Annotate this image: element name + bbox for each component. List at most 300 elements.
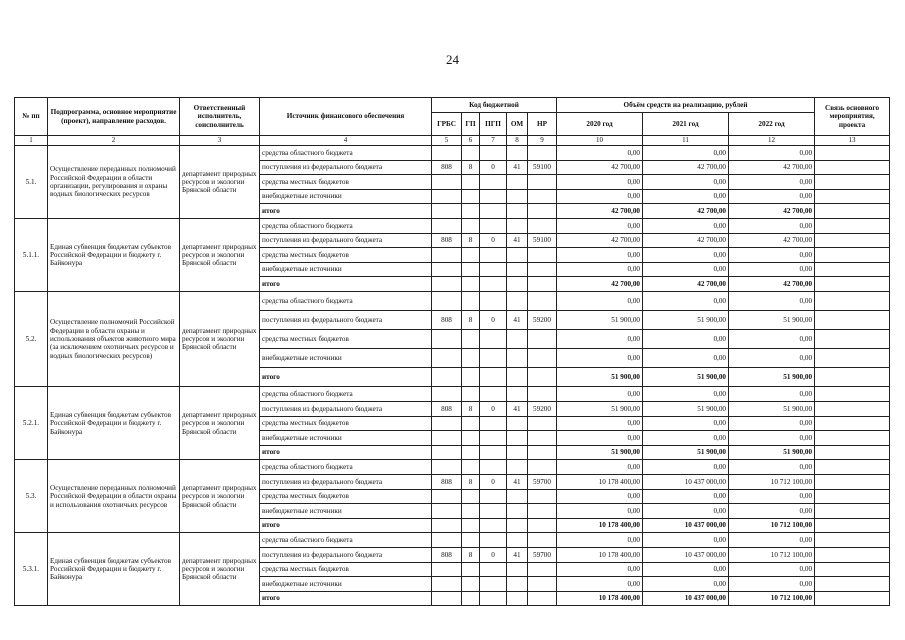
amount-2022: 0,00	[729, 330, 815, 349]
amount-2020: 0,00	[557, 577, 643, 592]
section-executor: департамент природных ресурсов и экологии Брянской области	[180, 387, 260, 460]
code-nr	[528, 445, 557, 460]
code-om: 41	[507, 233, 528, 248]
code-gp: 8	[462, 547, 480, 562]
link-cell	[815, 189, 890, 204]
code-om	[507, 562, 528, 577]
funding-source: поступления из федерального бюджета	[260, 402, 432, 417]
code-gp	[462, 445, 480, 460]
amount-2021: 10 437 000,00	[643, 547, 729, 562]
link-cell	[815, 387, 890, 402]
amount-2022: 0,00	[729, 489, 815, 504]
code-pgp	[480, 416, 507, 431]
funding-source: средства областного бюджета	[260, 146, 432, 161]
amount-2021: 42 700,00	[643, 160, 729, 175]
amount-2020: 0,00	[557, 330, 643, 349]
code-pgp	[480, 330, 507, 349]
column-number: 8	[507, 136, 528, 146]
funding-source: итого	[260, 368, 432, 387]
amount-2020: 51 900,00	[557, 311, 643, 330]
code-om	[507, 248, 528, 263]
amount-2022: 51 900,00	[729, 368, 815, 387]
header-budget-code: Код бюджетной	[432, 98, 557, 113]
section-name: Осуществление переданных полномочий Российской Федерации в области организации, регулирования и охраны водных биологических ресурсов	[48, 146, 180, 219]
code-pgp: 0	[480, 160, 507, 175]
funding-source: средства областного бюджета	[260, 291, 432, 310]
amount-2022: 0,00	[729, 349, 815, 368]
header-row	[15, 98, 890, 113]
header-grbs: ГРБС	[432, 113, 462, 136]
table-row	[15, 387, 890, 402]
code-om	[507, 431, 528, 446]
code-nr	[528, 562, 557, 577]
code-pgp	[480, 591, 507, 606]
section-name: Осуществление полномочий Российской Федерации в области охраны и использования объектов животного мира (за исключением охотничьих ресурсов и водных биологических ресурсов)	[48, 291, 180, 386]
amount-2021: 0,00	[643, 460, 729, 475]
amount-2022: 51 900,00	[729, 402, 815, 417]
code-pgp: 0	[480, 402, 507, 417]
code-grbs	[432, 349, 462, 368]
code-pgp: 0	[480, 311, 507, 330]
amount-2022: 0,00	[729, 431, 815, 446]
code-om	[507, 204, 528, 219]
amount-2020: 42 700,00	[557, 160, 643, 175]
section-number: 5.1.	[15, 146, 48, 219]
code-gp	[462, 189, 480, 204]
funding-source: внебюджетные источники	[260, 504, 432, 519]
code-grbs	[432, 431, 462, 446]
link-cell	[815, 218, 890, 233]
link-cell	[815, 262, 890, 277]
header-gp: ГП	[462, 113, 480, 136]
section-executor: департамент природных ресурсов и экологии Брянской области	[180, 533, 260, 606]
link-cell	[815, 330, 890, 349]
code-om: 41	[507, 547, 528, 562]
link-cell	[815, 204, 890, 219]
code-grbs: 808	[432, 311, 462, 330]
link-cell	[815, 248, 890, 263]
amount-2020: 42 700,00	[557, 233, 643, 248]
amount-2021: 0,00	[643, 291, 729, 310]
code-pgp	[480, 577, 507, 592]
funding-source: средства областного бюджета	[260, 387, 432, 402]
amount-2020: 0,00	[557, 416, 643, 431]
code-gp	[462, 518, 480, 533]
link-cell	[815, 160, 890, 175]
amount-2020: 0,00	[557, 218, 643, 233]
code-nr: 59100	[528, 233, 557, 248]
header-num: № пп	[15, 98, 48, 136]
table-row	[15, 218, 890, 233]
code-nr	[528, 387, 557, 402]
link-cell	[815, 349, 890, 368]
amount-2020: 0,00	[557, 262, 643, 277]
link-cell	[815, 445, 890, 460]
code-pgp	[480, 218, 507, 233]
amount-2022: 42 700,00	[729, 204, 815, 219]
code-gp	[462, 277, 480, 292]
column-number: 11	[643, 136, 729, 146]
code-pgp	[480, 489, 507, 504]
code-nr	[528, 291, 557, 310]
code-grbs: 808	[432, 233, 462, 248]
code-gp	[462, 218, 480, 233]
code-grbs: 808	[432, 160, 462, 175]
section-executor: департамент природных ресурсов и экологии Брянской области	[180, 460, 260, 533]
code-grbs	[432, 175, 462, 190]
code-om: 41	[507, 402, 528, 417]
code-om: 41	[507, 474, 528, 489]
amount-2020: 0,00	[557, 460, 643, 475]
amount-2020: 0,00	[557, 349, 643, 368]
code-nr: 59700	[528, 474, 557, 489]
amount-2022: 42 700,00	[729, 160, 815, 175]
link-cell	[815, 547, 890, 562]
code-gp	[462, 291, 480, 310]
code-om	[507, 518, 528, 533]
table-body	[15, 146, 890, 606]
amount-2020: 51 900,00	[557, 402, 643, 417]
funding-source: поступления из федерального бюджета	[260, 474, 432, 489]
code-om	[507, 146, 528, 161]
code-gp: 8	[462, 311, 480, 330]
header-2020: 2020 год	[557, 113, 643, 136]
amount-2022: 0,00	[729, 460, 815, 475]
section-name: Осуществление переданных полномочий Российской Федерации в области охраны и использования охотничьих ресурсов	[48, 460, 180, 533]
code-gp	[462, 146, 480, 161]
amount-2022: 10 712 100,00	[729, 547, 815, 562]
funding-source: средства областного бюджета	[260, 460, 432, 475]
code-gp	[462, 577, 480, 592]
column-number: 6	[462, 136, 480, 146]
amount-2021: 0,00	[643, 504, 729, 519]
amount-2022: 0,00	[729, 504, 815, 519]
header-pgp: ПГП	[480, 113, 507, 136]
amount-2020: 0,00	[557, 562, 643, 577]
code-om	[507, 387, 528, 402]
header-2022: 2022 год	[729, 113, 815, 136]
section-number: 5.2.	[15, 291, 48, 386]
code-om	[507, 368, 528, 387]
code-gp	[462, 248, 480, 263]
column-number: 5	[432, 136, 462, 146]
amount-2021: 0,00	[643, 175, 729, 190]
code-grbs	[432, 189, 462, 204]
header-source: Источник финансового обеспечения	[260, 98, 432, 136]
section-executor: департамент природных ресурсов и экологии Брянской области	[180, 218, 260, 291]
code-pgp	[480, 518, 507, 533]
column-number: 3	[180, 136, 260, 146]
section-name: Единая субвенция бюджетам субъектов Российской Федерации и бюджету г. Байконура	[48, 533, 180, 606]
code-gp	[462, 533, 480, 548]
funding-source: средства областного бюджета	[260, 218, 432, 233]
code-pgp	[480, 146, 507, 161]
amount-2020: 10 178 400,00	[557, 591, 643, 606]
code-om	[507, 416, 528, 431]
code-pgp	[480, 504, 507, 519]
amount-2022: 0,00	[729, 218, 815, 233]
amount-2020: 51 900,00	[557, 445, 643, 460]
amount-2022: 51 900,00	[729, 445, 815, 460]
funding-source: средства областного бюджета	[260, 533, 432, 548]
column-number: 4	[260, 136, 432, 146]
code-gp	[462, 489, 480, 504]
amount-2021: 10 437 000,00	[643, 474, 729, 489]
amount-2022: 0,00	[729, 387, 815, 402]
funding-source: поступления из федерального бюджета	[260, 160, 432, 175]
amount-2022: 0,00	[729, 146, 815, 161]
funding-source: средства местных бюджетов	[260, 562, 432, 577]
code-pgp	[480, 291, 507, 310]
code-nr	[528, 248, 557, 263]
amount-2020: 42 700,00	[557, 277, 643, 292]
code-pgp	[480, 445, 507, 460]
code-gp: 8	[462, 160, 480, 175]
code-nr	[528, 489, 557, 504]
funding-source: итого	[260, 204, 432, 219]
amount-2022: 10 712 100,00	[729, 518, 815, 533]
code-gp	[462, 562, 480, 577]
link-cell	[815, 416, 890, 431]
page-number: 24	[446, 52, 459, 67]
amount-2021: 0,00	[643, 218, 729, 233]
amount-2020: 0,00	[557, 504, 643, 519]
amount-2020: 0,00	[557, 175, 643, 190]
code-gp	[462, 387, 480, 402]
code-gp	[462, 416, 480, 431]
code-pgp	[480, 562, 507, 577]
code-grbs	[432, 504, 462, 519]
code-gp: 8	[462, 402, 480, 417]
code-gp	[462, 368, 480, 387]
section-number: 5.1.1.	[15, 218, 48, 291]
code-nr	[528, 189, 557, 204]
amount-2020: 0,00	[557, 431, 643, 446]
amount-2021: 0,00	[643, 189, 729, 204]
code-om	[507, 262, 528, 277]
amount-2022: 0,00	[729, 189, 815, 204]
code-pgp	[480, 387, 507, 402]
code-nr	[528, 577, 557, 592]
column-number: 9	[528, 136, 557, 146]
code-pgp: 0	[480, 474, 507, 489]
code-nr	[528, 146, 557, 161]
column-number: 7	[480, 136, 507, 146]
budget-table	[14, 97, 890, 606]
amount-2022: 0,00	[729, 577, 815, 592]
amount-2021: 0,00	[643, 349, 729, 368]
code-gp	[462, 431, 480, 446]
amount-2020: 0,00	[557, 533, 643, 548]
amount-2021: 10 437 000,00	[643, 591, 729, 606]
code-gp	[462, 262, 480, 277]
code-nr	[528, 518, 557, 533]
code-gp	[462, 175, 480, 190]
funding-source: внебюджетные источники	[260, 262, 432, 277]
code-grbs	[432, 262, 462, 277]
code-grbs: 808	[432, 402, 462, 417]
code-om	[507, 189, 528, 204]
code-pgp: 0	[480, 547, 507, 562]
amount-2022: 0,00	[729, 562, 815, 577]
column-number: 2	[48, 136, 180, 146]
code-grbs: 808	[432, 547, 462, 562]
funding-source: внебюджетные источники	[260, 349, 432, 368]
code-gp: 8	[462, 233, 480, 248]
code-om	[507, 291, 528, 310]
link-cell	[815, 277, 890, 292]
funding-source: внебюджетные источники	[260, 431, 432, 446]
funding-source: внебюджетные источники	[260, 189, 432, 204]
code-gp	[462, 330, 480, 349]
section-name: Единая субвенция бюджетам субъектов Российской Федерации и бюджету г. Байконура	[48, 218, 180, 291]
code-grbs	[432, 291, 462, 310]
amount-2021: 0,00	[643, 416, 729, 431]
amount-2021: 42 700,00	[643, 277, 729, 292]
code-nr	[528, 431, 557, 446]
code-pgp	[480, 262, 507, 277]
code-grbs	[432, 562, 462, 577]
amount-2021: 0,00	[643, 577, 729, 592]
code-pgp: 0	[480, 233, 507, 248]
code-nr	[528, 504, 557, 519]
code-grbs	[432, 489, 462, 504]
header-executor: Ответственный исполнитель, соисполнитель	[180, 98, 260, 136]
link-cell	[815, 146, 890, 161]
code-om: 41	[507, 311, 528, 330]
code-om: 41	[507, 160, 528, 175]
amount-2020: 0,00	[557, 291, 643, 310]
funding-source: средства местных бюджетов	[260, 248, 432, 263]
code-pgp	[480, 277, 507, 292]
code-gp: 8	[462, 474, 480, 489]
link-cell	[815, 291, 890, 310]
code-nr: 59200	[528, 311, 557, 330]
amount-2022: 51 900,00	[729, 311, 815, 330]
code-grbs	[432, 368, 462, 387]
column-number: 13	[815, 136, 890, 146]
code-gp	[462, 204, 480, 219]
code-nr	[528, 460, 557, 475]
amount-2020: 0,00	[557, 387, 643, 402]
header-volume: Объём средств на реализацию, рублей	[557, 98, 815, 113]
amount-2021: 51 900,00	[643, 402, 729, 417]
funding-source: средства местных бюджетов	[260, 330, 432, 349]
code-pgp	[480, 349, 507, 368]
code-nr: 59200	[528, 402, 557, 417]
code-om	[507, 591, 528, 606]
amount-2020: 0,00	[557, 489, 643, 504]
amount-2021: 0,00	[643, 533, 729, 548]
code-grbs	[432, 577, 462, 592]
link-cell	[815, 311, 890, 330]
table-row	[15, 146, 890, 161]
amount-2021: 0,00	[643, 387, 729, 402]
amount-2022: 0,00	[729, 248, 815, 263]
code-grbs: 808	[432, 474, 462, 489]
code-pgp	[480, 431, 507, 446]
funding-source: итого	[260, 277, 432, 292]
amount-2021: 0,00	[643, 248, 729, 263]
amount-2021: 51 900,00	[643, 311, 729, 330]
code-nr: 59100	[528, 160, 557, 175]
amount-2022: 42 700,00	[729, 233, 815, 248]
code-om	[507, 504, 528, 519]
code-nr	[528, 330, 557, 349]
link-cell	[815, 175, 890, 190]
amount-2022: 42 700,00	[729, 277, 815, 292]
code-om	[507, 533, 528, 548]
code-grbs	[432, 387, 462, 402]
code-nr	[528, 416, 557, 431]
funding-source: средства местных бюджетов	[260, 489, 432, 504]
section-executor: департамент природных ресурсов и экологии Брянской области	[180, 146, 260, 219]
link-cell	[815, 533, 890, 548]
amount-2021: 10 437 000,00	[643, 518, 729, 533]
code-nr	[528, 533, 557, 548]
code-om	[507, 277, 528, 292]
link-cell	[815, 562, 890, 577]
section-name: Единая субвенция бюджетам субъектов Российской Федерации и бюджету г. Байконура	[48, 387, 180, 460]
code-nr	[528, 591, 557, 606]
column-number-row	[15, 136, 890, 146]
code-om	[507, 218, 528, 233]
code-grbs	[432, 445, 462, 460]
header-2021: 2021 год	[643, 113, 729, 136]
amount-2021: 0,00	[643, 146, 729, 161]
amount-2020: 10 178 400,00	[557, 547, 643, 562]
funding-source: поступления из федерального бюджета	[260, 547, 432, 562]
code-grbs	[432, 518, 462, 533]
header-program: Подпрограмма, основное мероприятие (проект), направление расходов.	[48, 98, 180, 136]
code-nr	[528, 349, 557, 368]
amount-2021: 0,00	[643, 562, 729, 577]
code-om	[507, 489, 528, 504]
funding-source: средства местных бюджетов	[260, 175, 432, 190]
code-om	[507, 445, 528, 460]
code-om	[507, 330, 528, 349]
table-row	[15, 291, 890, 310]
amount-2022: 10 712 100,00	[729, 474, 815, 489]
code-nr	[528, 204, 557, 219]
link-cell	[815, 431, 890, 446]
amount-2020: 42 700,00	[557, 204, 643, 219]
amount-2021: 51 900,00	[643, 368, 729, 387]
code-grbs	[432, 416, 462, 431]
code-pgp	[480, 204, 507, 219]
link-cell	[815, 577, 890, 592]
amount-2020: 51 900,00	[557, 368, 643, 387]
code-gp	[462, 504, 480, 519]
code-grbs	[432, 204, 462, 219]
funding-source: итого	[260, 445, 432, 460]
code-grbs	[432, 277, 462, 292]
amount-2022: 0,00	[729, 175, 815, 190]
header-nr: НР	[528, 113, 557, 136]
funding-source: итого	[260, 518, 432, 533]
amount-2022: 10 712 100,00	[729, 591, 815, 606]
column-number: 12	[729, 136, 815, 146]
code-grbs	[432, 146, 462, 161]
amount-2022: 0,00	[729, 533, 815, 548]
code-nr	[528, 218, 557, 233]
amount-2021: 0,00	[643, 262, 729, 277]
section-number: 5.3.1.	[15, 533, 48, 606]
link-cell	[815, 460, 890, 475]
code-grbs	[432, 460, 462, 475]
code-om	[507, 577, 528, 592]
link-cell	[815, 518, 890, 533]
